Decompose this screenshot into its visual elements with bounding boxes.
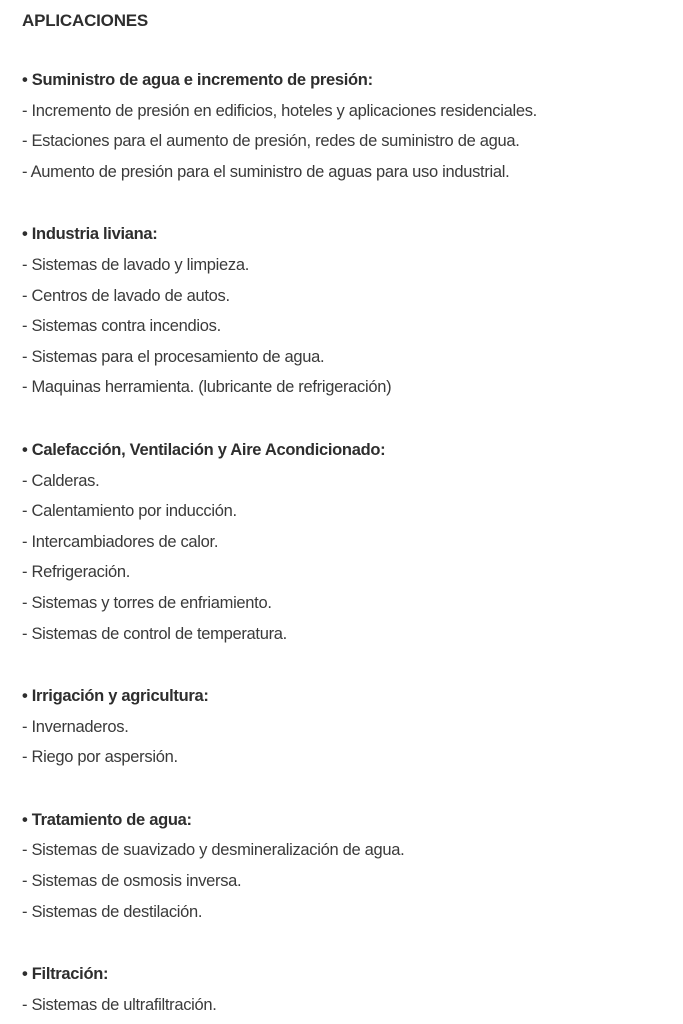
list-item: - Refrigeración.: [22, 563, 130, 582]
list-item: - Invernaderos.: [22, 717, 129, 736]
section-heading: • Irrigación y agricultura:: [22, 687, 209, 706]
list-item: - Aumento de presión para el suministro de aguas para uso industrial.: [22, 162, 510, 181]
section-hvac: [22, 435, 683, 649]
list-item: - Riego por aspersión.: [22, 748, 178, 767]
list-item: - Sistemas contra incendios.: [22, 317, 221, 336]
list-item: - Intercambiadores de calor.: [22, 532, 219, 551]
section-heading: • Filtración:: [22, 965, 109, 984]
section-water-treatment: [22, 805, 683, 927]
section-filtration: [22, 959, 683, 1020]
list-item: - Incremento de presión en edificios, hoteles y aplicaciones residenciales.: [22, 101, 537, 120]
section-light-industry: [22, 219, 683, 403]
list-item: - Sistemas y torres de enfriamiento.: [22, 593, 272, 612]
section-water-supply: [22, 65, 683, 187]
section-heading: • Suministro de agua e incremento de presión:: [22, 71, 373, 89]
list-item: - Sistemas para el procesamiento de agua.: [22, 347, 325, 366]
list-item: - Calentamiento por inducción.: [22, 502, 237, 521]
list-item: - Sistemas de lavado y limpieza.: [22, 255, 249, 274]
section-heading: • Tratamiento de agua:: [22, 810, 192, 829]
list-item: - Sistemas de suavizado y desmineralización de agua.: [22, 841, 405, 860]
list-item: - Centros de lavado de autos.: [22, 286, 230, 305]
list-item: - Sistemas de destilación.: [22, 902, 203, 921]
page-title: APLICACIONES: [22, 11, 149, 30]
section-irrigation: [22, 681, 683, 773]
list-item: - Sistemas de osmosis inversa.: [22, 872, 242, 891]
list-item: - Sistemas de ultrafiltración.: [22, 995, 217, 1014]
section-heading: • Calefacción, Ventilación y Aire Acondicionado:: [22, 440, 386, 459]
section-heading: • Industria liviana:: [22, 225, 158, 244]
list-item: - Calderas.: [22, 471, 100, 490]
list-item: - Sistemas de control de temperatura.: [22, 624, 287, 643]
list-item: - Maquinas herramienta. (lubricante de refrigeración): [22, 378, 392, 397]
list-item: - Estaciones para el aumento de presión, redes de suministro de agua.: [22, 132, 520, 151]
